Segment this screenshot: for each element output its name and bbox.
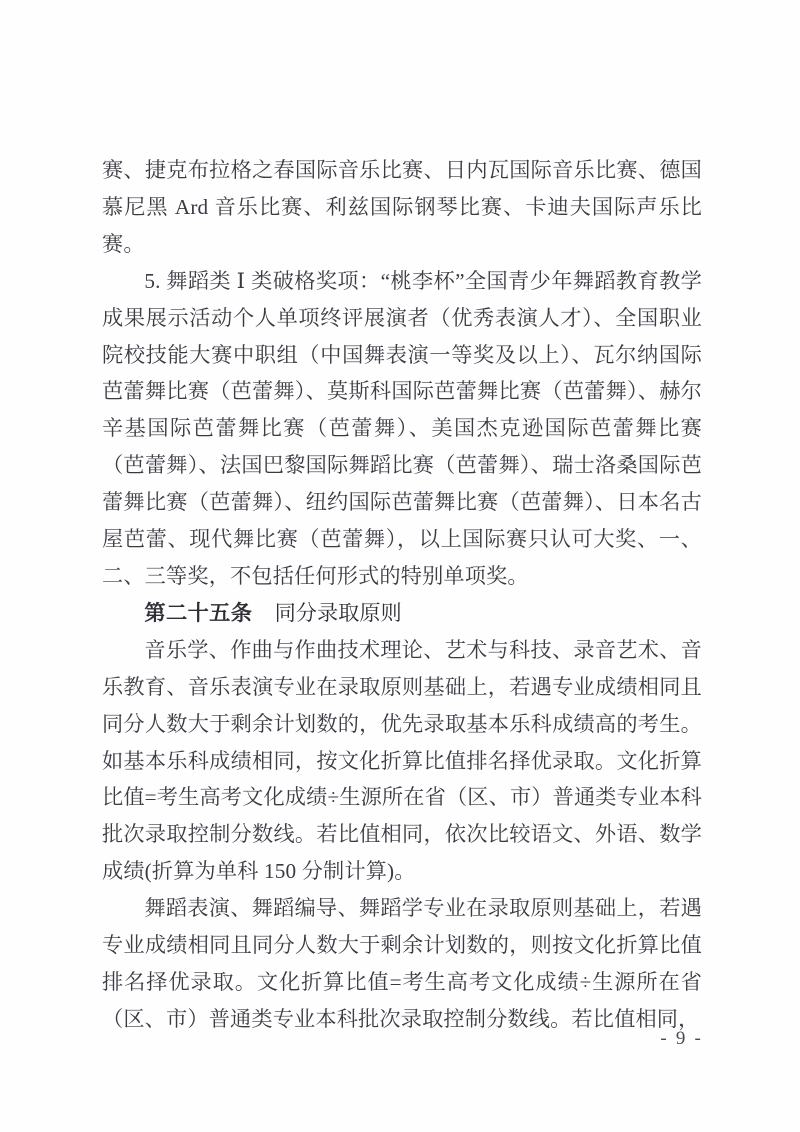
paragraph-music-majors-tiebreak: 音乐学、作曲与作曲技术理论、艺术与科技、录音艺术、音乐教育、音乐表演专业在录取原则基础上，若遇专业成绩相同且同分人数大于剩余计划数的，优先录取基本乐科成绩高的考生。如基本乐科成绩相同，按文化折算比值排名择优录取。文化折算比值=考生高考文化成绩÷生源所在省（区、市）普通类专业本科批次录取控制分数线。若比值相同，依次比较语文、外语、数学成绩(折算为单科 150 分制计算)。	[102, 637, 702, 884]
heading-article-number: 第二十五条	[144, 600, 253, 625]
paragraph-item-5-dance-awards: 5. 舞蹈类 Ⅰ 类破格奖项：“桃李杯”全国青少年舞蹈教育教学成果展示活动个人单项终评展演者（优秀表演人才）、全国职业院校技能大赛中职组（中国舞表演一等奖及以上）、瓦尔纳国际芭蕾舞比赛（芭蕾舞）、莫斯科国际芭蕾舞比赛（芭蕾舞）、赫尔辛基国际芭蕾舞比赛（芭蕾舞）、美国杰克逊国际芭蕾舞比赛（芭蕾舞）、法国巴黎国际舞蹈比赛（芭蕾舞）、瑞士洛桑国际芭蕾舞比赛（芭蕾舞）、纽约国际芭蕾舞比赛（芭蕾舞）、日本名古屋芭蕾、现代舞比赛（芭蕾舞），以上国际赛只认可大奖、一、二、三等奖，不包括任何形式的特别单项奖。	[102, 268, 702, 588]
page-body-content	[102, 152, 702, 1038]
heading-article-25	[102, 595, 702, 632]
page-number: - 9 -	[660, 1028, 703, 1049]
paragraph-dance-majors-tiebreak: 舞蹈表演、舞蹈编导、舞蹈学专业在录取原则基础上，若遇专业成绩相同且同分人数大于剩余计划数的，则按文化折算比值排名择优录取。文化折算比值=考生高考文化成绩÷生源所在省（区、市）普通类专业本科批次录取控制分数线。若比值相同，	[102, 896, 702, 1031]
paragraph-competition-list-continued: 赛、捷克布拉格之春国际音乐比赛、日内瓦国际音乐比赛、德国慕尼黑 Ard 音乐比赛、利兹国际钢琴比赛、卡迪夫国际声乐比赛。	[102, 158, 702, 256]
heading-article-title: 同分录取原则	[274, 600, 402, 625]
